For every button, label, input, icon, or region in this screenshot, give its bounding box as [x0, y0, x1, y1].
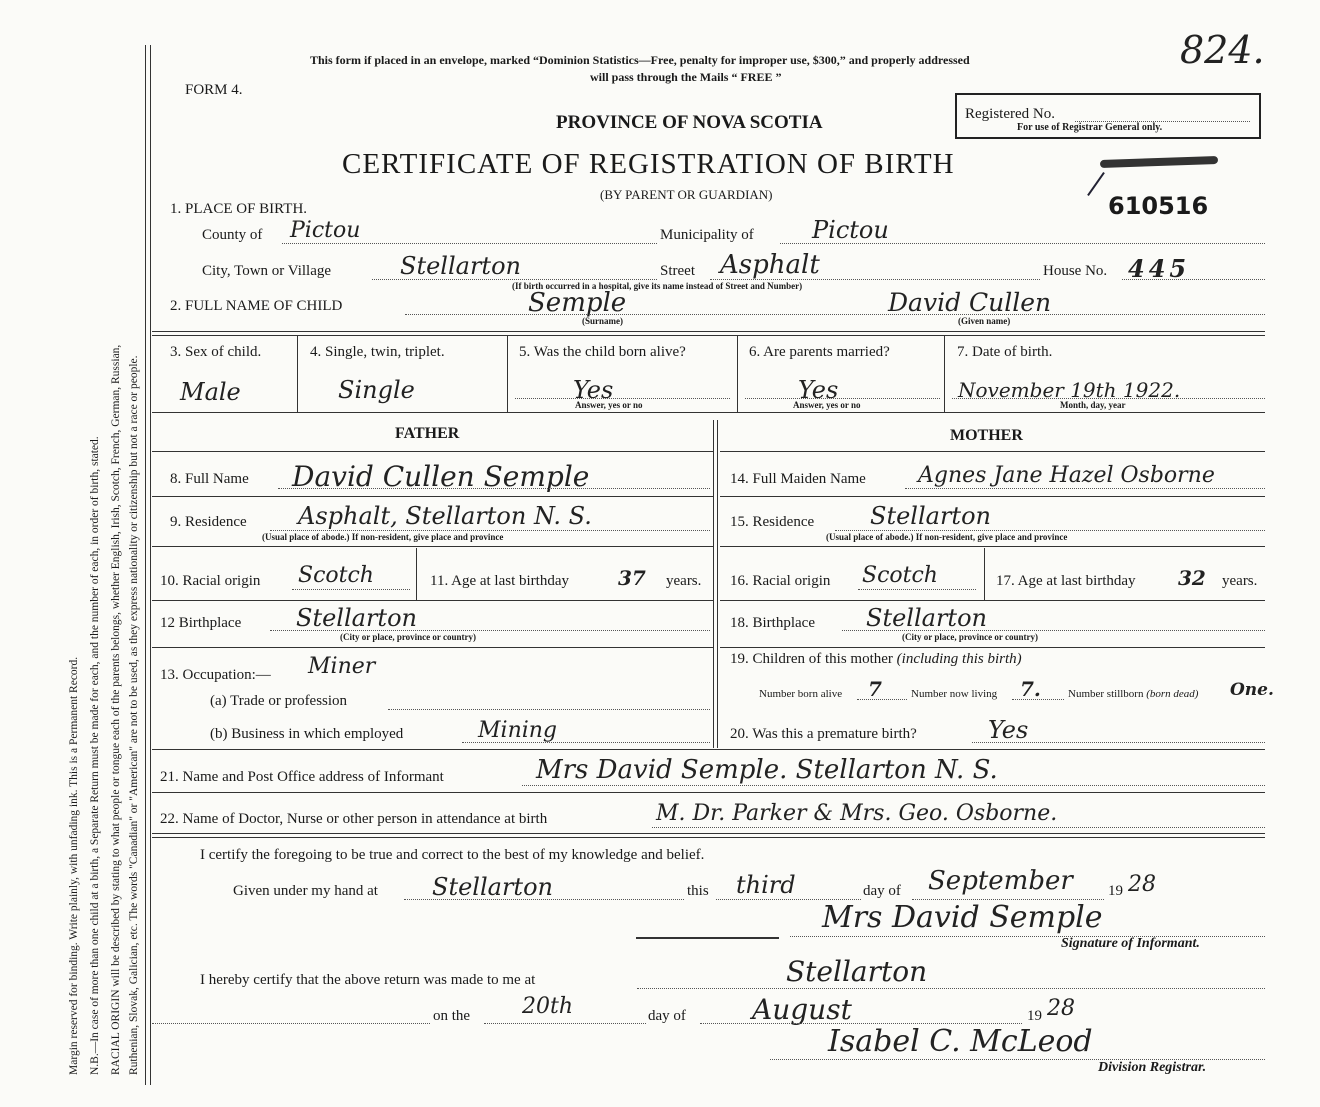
mother-heading-rule	[720, 451, 1265, 452]
father-heading-rule	[152, 451, 713, 452]
double-rule-top-b	[152, 335, 1265, 336]
mother-age-suffix: years.	[1222, 573, 1258, 589]
year-prefix: 19	[1108, 883, 1123, 899]
given-place-line	[404, 899, 684, 900]
margin-note-racial-origin-1: RACIAL ORIGIN will be described by stating to what people or tongue each of the parents belongs, whether English, Irish, Scotch, French, German, Russian,	[110, 344, 122, 1075]
corner-number: 824.	[1180, 28, 1265, 72]
given-note: (Given name)	[958, 316, 1011, 326]
county-line	[282, 243, 657, 244]
dob-note: Month, day, year	[1060, 400, 1126, 410]
county-label: County of	[202, 227, 263, 243]
father-birthplace-label: 12 Birthplace	[160, 615, 242, 631]
mother-age-value: 32	[1178, 566, 1206, 590]
mother-residence-line	[835, 530, 1265, 531]
surname-note: (Surname)	[582, 316, 623, 326]
on-month-value: August	[752, 993, 852, 1026]
mother-residence-label: 15. Residence	[730, 514, 815, 530]
col-divider-3	[737, 336, 738, 412]
day-of-label: day of	[863, 883, 901, 899]
father-heading: FATHER	[395, 425, 460, 442]
mother-racial-label: 16. Racial origin	[730, 573, 831, 589]
house-label: House No.	[1043, 263, 1108, 279]
municipality-value: Pictou	[812, 216, 889, 244]
father-racial-value: Scotch	[298, 563, 374, 588]
stillborn-label-italic: (born dead)	[1146, 688, 1199, 700]
registered-note: For use of Registrar General only.	[1017, 122, 1163, 133]
living-value: 7.	[1020, 677, 1041, 701]
on-left-line	[152, 1023, 430, 1024]
double-rule-top-a	[152, 331, 1265, 332]
mother-rule-1	[720, 496, 1265, 497]
single-value: Single	[338, 376, 415, 404]
father-trade-label: (a) Trade or profession	[210, 693, 348, 709]
father-rule-3	[152, 600, 713, 601]
mother-birthplace-value: Stellarton	[866, 604, 987, 632]
street-label: Street	[660, 263, 695, 279]
living-label: Number now living	[911, 688, 998, 700]
mother-birthplace-label: 18. Birthplace	[730, 615, 815, 631]
stamp-slash	[1087, 172, 1105, 196]
mother-age-divider	[984, 548, 985, 600]
registrar-signature: Isabel C. McLeod	[828, 1024, 1093, 1059]
margin-rule-1	[145, 45, 146, 1085]
on-year-prefix: 19	[1027, 1008, 1042, 1024]
month-value: September	[928, 866, 1073, 896]
rule-after-row	[152, 412, 1265, 413]
doctor-line	[652, 827, 1265, 828]
certify-statement: I certify the foregoing to be true and correct to the best of my knowledge and belief.	[200, 847, 705, 863]
this-label: this	[687, 883, 709, 899]
rule-informant	[152, 792, 1265, 793]
mother-name-value: Agnes Jane Hazel Osborne	[918, 463, 1215, 488]
father-birthplace-note: (City or place, province or country)	[340, 632, 476, 642]
stamp-number: 610516	[1108, 192, 1209, 220]
father-residence-note: (Usual place of abode.) If non-resident, give place and province	[262, 532, 504, 542]
father-residence-line	[270, 530, 710, 531]
mother-birthplace-note: (City or place, province or country)	[902, 632, 1038, 642]
form-number: FORM 4.	[185, 82, 243, 98]
place-of-birth-heading: 1. PLACE OF BIRTH.	[170, 201, 308, 217]
margin-rule-2	[150, 45, 151, 1085]
father-name-line	[278, 488, 710, 489]
mother-racial-value: Scotch	[862, 563, 938, 588]
double-rule-bottom-b	[152, 837, 1265, 838]
doctor-value: M. Dr. Parker & Mrs. Geo. Osborne.	[656, 801, 1058, 826]
premature-line	[972, 742, 1265, 743]
father-rule-2	[152, 546, 713, 547]
mother-heading: MOTHER	[950, 427, 1023, 444]
informant-line	[522, 785, 1265, 786]
mother-racial-line	[858, 589, 976, 590]
father-age-suffix: years.	[666, 573, 702, 589]
father-name-label: 8. Full Name	[170, 471, 249, 487]
alive-value: Yes	[573, 376, 614, 404]
city-value: Stellarton	[400, 252, 521, 280]
this-value: third	[736, 871, 796, 899]
municipality-label: Municipality of	[660, 227, 754, 243]
father-birthplace-line	[270, 630, 710, 631]
child-name-label: 2. FULL NAME OF CHILD	[170, 298, 343, 314]
father-business-value: Mining	[478, 718, 558, 743]
given-label: Given under my hand at	[233, 883, 378, 899]
mother-rule-3	[720, 600, 1265, 601]
born-alive-label: Number born alive	[759, 688, 843, 700]
city-label: City, Town or Village	[202, 263, 332, 279]
sex-value: Male	[180, 378, 241, 406]
on-day-value: 20th	[522, 994, 574, 1019]
mail-notice-line2: will pass through the Mails “ FREE ”	[590, 70, 782, 84]
dob-value: November 19th 1922.	[958, 378, 1181, 402]
on-day-line	[484, 1023, 646, 1024]
hospital-note: (If birth occurred in a hospital, give its name instead of Street and Number)	[512, 281, 803, 291]
father-rule-1	[152, 496, 713, 497]
living-line	[1012, 699, 1064, 700]
mother-residence-note: (Usual place of abode.) If non-resident, give place and province	[826, 532, 1068, 542]
married-value: Yes	[798, 376, 839, 404]
mail-notice-line1: This form if placed in an envelope, marked “Dominion Statistics—Free, penalty for improper use, $300,” and properly addressed	[310, 53, 970, 67]
stillborn-label-text: Number stillborn	[1068, 688, 1144, 700]
father-racial-line	[292, 589, 410, 590]
father-residence-value: Asphalt, Stellarton N. S.	[298, 502, 592, 530]
premature-value: Yes	[988, 716, 1029, 744]
col-divider-4	[944, 336, 945, 412]
single-label: 4. Single, twin, triplet.	[310, 344, 445, 360]
alive-note: Answer, yes or no	[575, 400, 643, 410]
doctor-label: 22. Name of Doctor, Nurse or other person in attendance at birth	[160, 811, 548, 827]
informant-signature: Mrs David Semple	[822, 900, 1103, 935]
dob-label: 7. Date of birth.	[957, 344, 1053, 360]
rule-parents-end	[152, 749, 1265, 750]
margin-note-multiple-births: N.B.—In case of more than one child at a birth, a Separate Return must be made for each, and the number of each, in order of birth, stated.	[89, 436, 101, 1075]
signature-short-rule	[636, 937, 779, 939]
alive-line	[515, 398, 730, 399]
on-day-of-label: day of	[648, 1008, 686, 1024]
given-place-value: Stellarton	[432, 873, 553, 901]
mother-rule-4	[720, 647, 1265, 648]
parents-divider-a	[713, 420, 714, 748]
margin-note-racial-origin-2: Ruthenian, Slovak, Galician, etc. The words "Canadian" or "American" are not to be used, as they express nationality or citizenship but not a race or people.	[128, 355, 140, 1075]
father-age-label: 11. Age at last birthday	[430, 573, 569, 589]
double-rule-bottom-a	[152, 833, 1265, 834]
registrar-label: Division Registrar.	[1098, 1060, 1207, 1075]
margin-note-binding: Margin reserved for binding. Write plainly, with unfading ink. This is a Permanent Record.	[68, 656, 80, 1075]
informant-value: Mrs David Semple. Stellarton N. S.	[536, 755, 998, 785]
return-label: I hereby certify that the above return was made to me at	[200, 972, 536, 988]
mother-residence-value: Stellarton	[870, 502, 991, 530]
year-value: 28	[1128, 872, 1156, 897]
province-title: PROVINCE OF NOVA SCOTIA	[556, 112, 823, 133]
on-year-value: 28	[1047, 996, 1075, 1021]
child-surname-value: Semple	[528, 288, 627, 318]
child-given-value: David Cullen	[888, 288, 1052, 317]
certificate-title: CERTIFICATE OF REGISTRATION OF BIRTH	[342, 148, 955, 180]
title-scribble	[1100, 156, 1218, 168]
informant-label: 21. Name and Post Office address of Informant	[160, 769, 444, 785]
father-residence-label: 9. Residence	[170, 514, 247, 530]
father-trade-line	[388, 709, 710, 710]
col-divider-2	[507, 336, 508, 412]
signature-label: Signature of Informant.	[1061, 936, 1200, 951]
father-age-value: 37	[618, 566, 646, 590]
return-place-value: Stellarton	[786, 955, 928, 988]
born-alive-line	[857, 699, 907, 700]
certificate-subtitle: (BY PARENT OR GUARDIAN)	[600, 187, 773, 202]
father-occupation-value: Miner	[308, 654, 376, 679]
col-divider-1	[297, 336, 298, 412]
mother-name-label: 14. Full Maiden Name	[730, 471, 866, 487]
mother-children-label	[730, 651, 1022, 668]
father-age-divider	[416, 548, 417, 600]
registered-label: Registered No.	[965, 106, 1055, 122]
on-the-label: on the	[433, 1008, 471, 1024]
street-value: Asphalt	[720, 250, 820, 280]
dob-line	[952, 398, 1265, 399]
house-value: 445	[1128, 254, 1191, 283]
mother-birthplace-line	[842, 630, 1265, 631]
married-note: Answer, yes or no	[793, 400, 861, 410]
children-label-text: 19. Children of this mother	[730, 651, 893, 667]
mother-name-line	[905, 488, 1265, 489]
sex-label: 3. Sex of child.	[170, 344, 262, 360]
stillborn-label	[1068, 688, 1198, 700]
parents-divider-b	[717, 420, 718, 748]
mother-age-label: 17. Age at last birthday	[996, 573, 1136, 589]
married-label: 6. Are parents married?	[749, 344, 890, 360]
father-name-value: David Cullen Semple	[292, 460, 590, 493]
father-business-line	[462, 742, 710, 743]
premature-label: 20. Was this a premature birth?	[730, 726, 917, 742]
father-birthplace-value: Stellarton	[296, 604, 417, 632]
father-business-label: (b) Business in which employed	[210, 726, 404, 742]
mother-rule-2	[720, 546, 1265, 547]
county-value: Pictou	[290, 218, 361, 243]
father-occupation-label: 13. Occupation:—	[160, 667, 271, 683]
alive-label: 5. Was the child born alive?	[519, 344, 686, 360]
father-racial-label: 10. Racial origin	[160, 573, 261, 589]
born-alive-value: 7	[868, 677, 882, 701]
children-label-italic: (including this birth)	[896, 651, 1022, 667]
married-line	[745, 398, 940, 399]
return-line	[637, 988, 1265, 989]
stillborn-value: One.	[1230, 680, 1274, 700]
father-rule-4	[152, 647, 713, 648]
